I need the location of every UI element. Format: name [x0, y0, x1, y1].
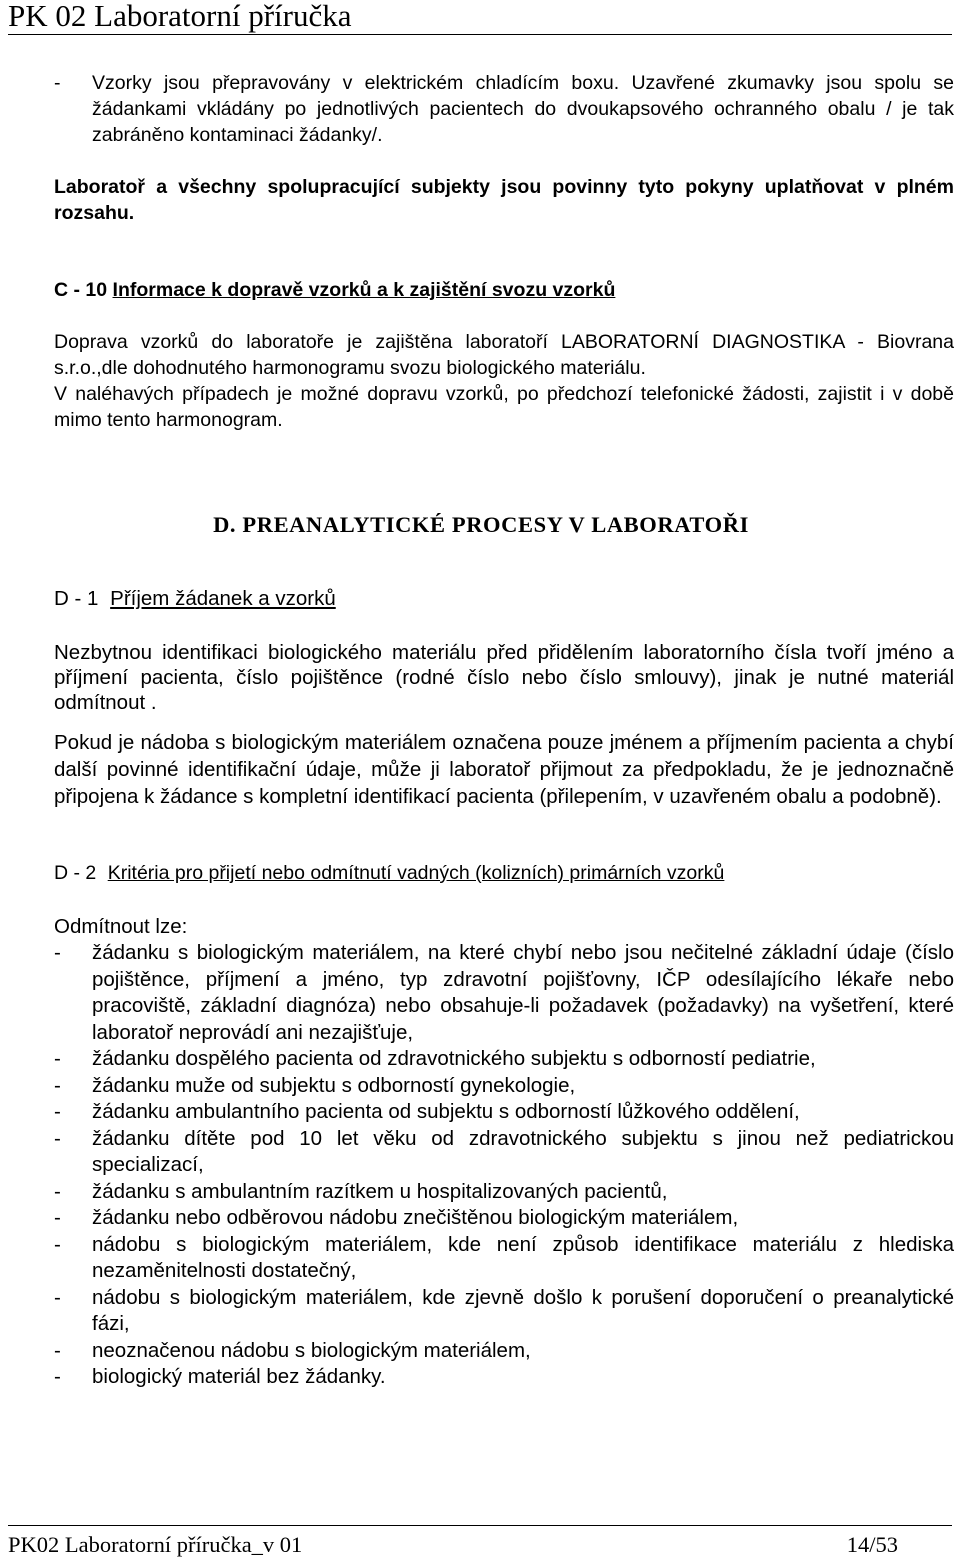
section-d1-heading	[54, 586, 954, 612]
section-c10-heading	[54, 277, 954, 303]
list-item-text: žádanku s ambulantním razítkem u hospitalizovaných pacientů,	[92, 1179, 668, 1203]
list-item	[54, 1232, 954, 1285]
reject-list	[54, 940, 954, 1391]
section-d1-title: Příjem žádanek a vzorků	[110, 587, 336, 610]
list-dash: -	[54, 1100, 61, 1123]
list-dash: -	[54, 1047, 61, 1070]
list-item-text: žádanku dítěte pod 10 let věku od zdravotnického subjektu s jinou než pediatrickou specializací,	[92, 1126, 954, 1176]
list-item	[54, 1126, 954, 1179]
list-dash: -	[54, 1126, 61, 1150]
section-d2-prefix: D - 2	[54, 862, 97, 884]
reject-label: Odmítnout lze:	[54, 915, 188, 938]
list-item-text: žádanku muže od subjektu s odborností gynekologie,	[92, 1073, 576, 1097]
list-item	[54, 1179, 954, 1206]
list-dash: -	[54, 1073, 61, 1097]
list-item	[54, 1364, 954, 1391]
list-item	[54, 940, 954, 1046]
list-dash: -	[54, 1179, 61, 1203]
list-item	[54, 1099, 954, 1126]
bold-note: Laboratoř a všechny spolupracující subjekty jsou povinny tyto pokyny uplatňovat v plném rozsahu.	[54, 176, 954, 224]
d1-paragraph-2: Pokud je nádoba s biologickým materiálem označena pouze jménem a příjmením pacienta a chybí další povinné identifikační údaje, může ji laboratoř přijmout za předpokladu, že je jednoznačně připojena k žádance s kompletní identifikací pacienta (přilepením, v uzavřeném obalu a podobně).	[54, 731, 954, 808]
page-footer	[8, 1525, 952, 1557]
list-item-text: biologický materiál bez žádanky.	[92, 1365, 386, 1388]
list-dash: -	[54, 1206, 61, 1229]
list-item	[54, 1285, 954, 1338]
list-item-text: žádanku s biologickým materiálem, na které chybí nebo jsou nečitelné základní údaje (číslo pojištěnce, příjmení a jméno, typ zdravotní pojišťovny, IČP odesílajícího lékaře nebo pracoviště, základní diagnóza) nebo obsahuje-li požadavek (požadavky) na vyšetření, které laboratoř neprovádí ani nezajišťuje,	[92, 941, 954, 1044]
list-item-text: nádobu s biologickým materiálem, kde není způsob identifikace materiálu z hlediska nezaměnitelnosti dostatečný,	[92, 1232, 954, 1282]
list-item-text: neoznačenou nádobu s biologickým materiálem,	[92, 1338, 531, 1362]
list-item-text: žádanku ambulantního pacienta od subjektu s odborností lůžkového oddělení,	[92, 1100, 800, 1123]
list-dash: -	[54, 1285, 61, 1309]
bullet-dash: -	[54, 72, 61, 94]
c10-paragraph-1: Doprava vzorků do laboratoře je zajištěna laboratoří LABORATORNÍ DIAGNOSTIKA - Biovrana s.r.o.,dle dohodnutého harmonogramu svozu biologického materiálu.	[54, 331, 954, 379]
section-d1-prefix: D - 1	[54, 587, 99, 610]
section-d2-title: Kritéria pro přijetí nebo odmítnutí vadných (kolizních) primárních vzorků	[107, 862, 725, 884]
d1-paragraph-1: Nezbytnou identifikaci biologického materiálu před přidělením laboratorního čísla tvoří jméno a příjmení pacienta, číslo pojištěnce (rodné číslo nebo číslo smlouvy), jinak je nutné materiál odmítnout .	[54, 641, 954, 714]
list-dash: -	[54, 1365, 61, 1388]
header-title: PK 02 Laboratorní příručka	[8, 0, 352, 33]
list-item	[54, 1046, 954, 1073]
page-content	[54, 70, 954, 1391]
list-dash: -	[54, 941, 61, 964]
intro-bullet	[54, 70, 954, 148]
footer-doc-name: PK02 Laboratorní příručka_v 01	[8, 1532, 303, 1557]
section-d2-heading	[54, 860, 954, 886]
section-c10-title: Informace k dopravě vzorků a k zajištění svozu vzorků	[112, 279, 616, 301]
list-item-text: žádanku nebo odběrovou nádobu znečištěnou biologickým materiálem,	[92, 1206, 739, 1229]
list-item	[54, 1205, 954, 1232]
footer-page-number: 14/53	[846, 1532, 898, 1557]
list-item	[54, 1338, 954, 1365]
c10-paragraph-2: V naléhavých případech je možné dopravu vzorků, po předchozí telefonické žádosti, zajistit i v době mimo tento harmonogram.	[54, 383, 954, 431]
section-d-title: D. PREANALYTICKÉ PROCESY V LABORATOŘI	[213, 512, 749, 537]
list-dash: -	[54, 1338, 61, 1362]
bullet-text: Vzorky jsou přepravovány v elektrickém chladícím boxu. Uzavřené zkumavky jsou spolu se žádankami vkládány po jednotlivých pacientech do dvoukapsového ochranného obalu / je tak zabráněno kontaminaci žádanky/.	[92, 72, 954, 146]
section-c10-prefix: C - 10	[54, 279, 108, 301]
list-item-text: nádobu s biologickým materiálem, kde zjevně došlo k porušení doporučení o preanalytické fázi,	[92, 1285, 954, 1335]
list-item-text: žádanku dospělého pacienta od zdravotnického subjektu s odborností pediatrie,	[92, 1047, 816, 1070]
page-header	[8, 0, 952, 35]
list-item	[54, 1073, 954, 1100]
list-dash: -	[54, 1232, 61, 1256]
